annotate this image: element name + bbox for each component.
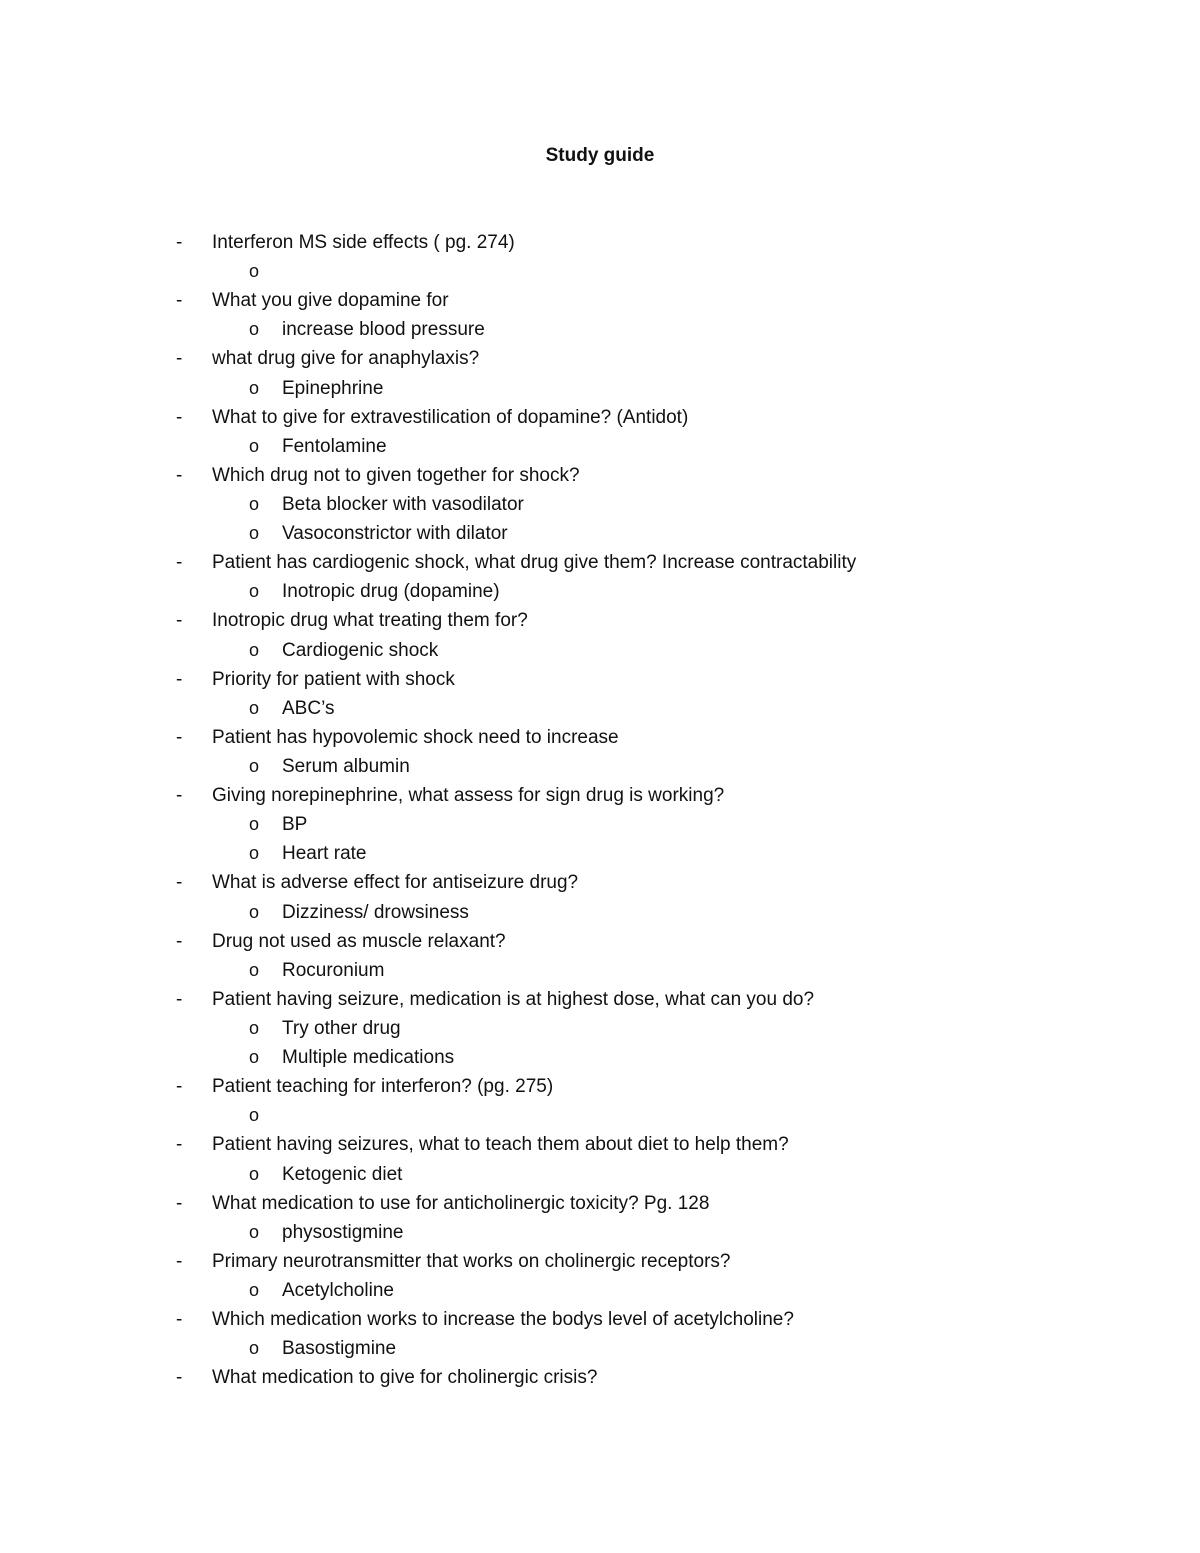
question-item [0,1247,1200,1276]
dash-bullet: - [176,930,183,952]
answer-item [0,810,1200,839]
answer-text: Epinephrine [282,377,384,399]
question-text: Drug not used as muscle relaxant? [212,930,506,952]
answer-text: BP [282,814,308,836]
question-text: What you give dopamine for [212,290,449,312]
circle-bullet: o [249,523,260,544]
question-item [0,344,1200,373]
question-text: Inotropic drug what treating them for? [212,610,528,632]
question-text: Interferon MS side effects ( pg. 274) [212,232,515,253]
dash-bullet: - [176,232,183,253]
answer-text: Multiple medications [282,1047,455,1069]
answer-text: Cardiogenic shock [282,639,439,661]
answer-item [0,1101,1200,1130]
circle-bullet: o [249,814,260,835]
answer-item [0,1334,1200,1363]
dash-bullet: - [176,1250,183,1272]
question-item [0,868,1200,897]
circle-bullet: o [249,1279,260,1300]
dash-bullet: - [176,552,183,574]
circle-bullet: o [249,755,260,776]
question-item [0,1305,1200,1334]
question-text: Giving norepinephrine, what assess for sign drug is working? [212,785,725,807]
circle-bullet: o [249,493,260,514]
circle-bullet: o [249,1338,260,1359]
answer-item [0,374,1200,403]
question-item [0,286,1200,315]
dash-bullet: - [176,668,183,690]
question-item [0,1072,1200,1101]
circle-bullet: o [249,959,260,980]
question-item [0,228,1200,257]
question-text: Which medication works to increase the bodys level of acetylcholine? [212,1309,794,1331]
question-text: Which drug not to given together for shock? [212,464,580,486]
circle-bullet: o [249,639,260,660]
dash-bullet: - [176,290,183,312]
question-text: Priority for patient with shock [212,668,455,690]
dash-bullet: - [176,1134,183,1156]
circle-bullet: o [249,261,260,282]
question-item [0,1130,1200,1159]
question-item [0,985,1200,1014]
answer-text: increase blood pressure [282,319,485,341]
question-text: Patient having seizure, medication is at highest dose, what can you do? [212,988,815,1010]
question-item [0,781,1200,810]
answer-text: Beta blocker with vasodilator [282,493,524,515]
answer-text: Rocuronium [282,959,385,981]
question-item [0,548,1200,577]
answer-text: Dizziness/ drowsiness [282,901,469,923]
circle-bullet: o [249,843,260,864]
answer-text: Acetylcholine [282,1279,394,1301]
dash-bullet: - [176,988,183,1010]
circle-bullet: o [249,901,260,922]
dash-bullet: - [176,1076,183,1098]
answer-item [0,257,1200,286]
question-text: What medication to use for anticholinergic toxicity? Pg. 128 [212,1192,710,1214]
answer-item [0,636,1200,665]
question-item [0,1189,1200,1218]
answer-item [0,1043,1200,1072]
answer-text: Try other drug [282,1017,401,1039]
question-item [0,461,1200,490]
answer-item [0,956,1200,985]
answer-text: ABC’s [282,697,335,719]
dash-bullet: - [176,1309,183,1331]
question-item [0,723,1200,752]
answer-item [0,432,1200,461]
circle-bullet: o [249,1163,260,1184]
question-text: What medication to give for cholinergic crisis? [212,1367,598,1389]
question-text: what drug give for anaphylaxis? [212,348,480,370]
dash-bullet: - [176,785,183,807]
dash-bullet: - [176,464,183,486]
answer-text: Fentolamine [282,435,387,457]
answer-text: Heart rate [282,843,367,865]
answer-item [0,694,1200,723]
circle-bullet: o [249,581,260,602]
question-text: What is adverse effect for antiseizure drug? [212,872,579,894]
circle-bullet: o [249,377,260,398]
dash-bullet: - [176,406,183,428]
answer-text: physostigmine [282,1221,404,1243]
answer-text: Basostigmine [282,1338,397,1360]
circle-bullet: o [249,319,260,340]
answer-item [0,519,1200,548]
question-item [0,665,1200,694]
answer-item [0,577,1200,606]
question-item [0,606,1200,635]
dash-bullet: - [176,610,183,632]
circle-bullet: o [249,1017,260,1038]
dash-bullet: - [176,348,183,370]
answer-text: Serum albumin [282,755,410,777]
study-guide-list [0,228,1200,1392]
question-text: What to give for extravestilication of dopamine? (Antidot) [212,406,689,428]
answer-item [0,1160,1200,1189]
page-title: Study guide [545,145,655,166]
answer-item [0,490,1200,519]
question-text: Patient has hypovolemic shock need to increase [212,726,619,748]
question-text: Patient teaching for interferon? (pg. 275) [212,1076,554,1098]
dash-bullet: - [176,726,183,748]
circle-bullet: o [249,697,260,718]
circle-bullet: o [249,1221,260,1242]
circle-bullet: o [249,1105,260,1126]
answer-item [0,315,1200,344]
answer-item [0,839,1200,868]
question-item [0,927,1200,956]
question-text: Patient having seizures, what to teach them about diet to help them? [212,1134,789,1156]
question-text: Patient has cardiogenic shock, what drug give them? Increase contractability [212,552,857,574]
dash-bullet: - [176,1367,183,1389]
answer-text: Ketogenic diet [282,1163,403,1185]
answer-item [0,1276,1200,1305]
dash-bullet: - [176,1192,183,1214]
circle-bullet: o [249,435,260,456]
answer-text: Inotropic drug (dopamine) [282,581,500,603]
answer-text: Vasoconstrictor with dilator [282,523,508,545]
answer-item [0,1218,1200,1247]
circle-bullet: o [249,1047,260,1068]
answer-item [0,898,1200,927]
answer-item [0,1014,1200,1043]
answer-item [0,752,1200,781]
question-item [0,403,1200,432]
question-text: Primary neurotransmitter that works on cholinergic receptors? [212,1250,731,1272]
question-item [0,1363,1200,1392]
dash-bullet: - [176,872,183,894]
